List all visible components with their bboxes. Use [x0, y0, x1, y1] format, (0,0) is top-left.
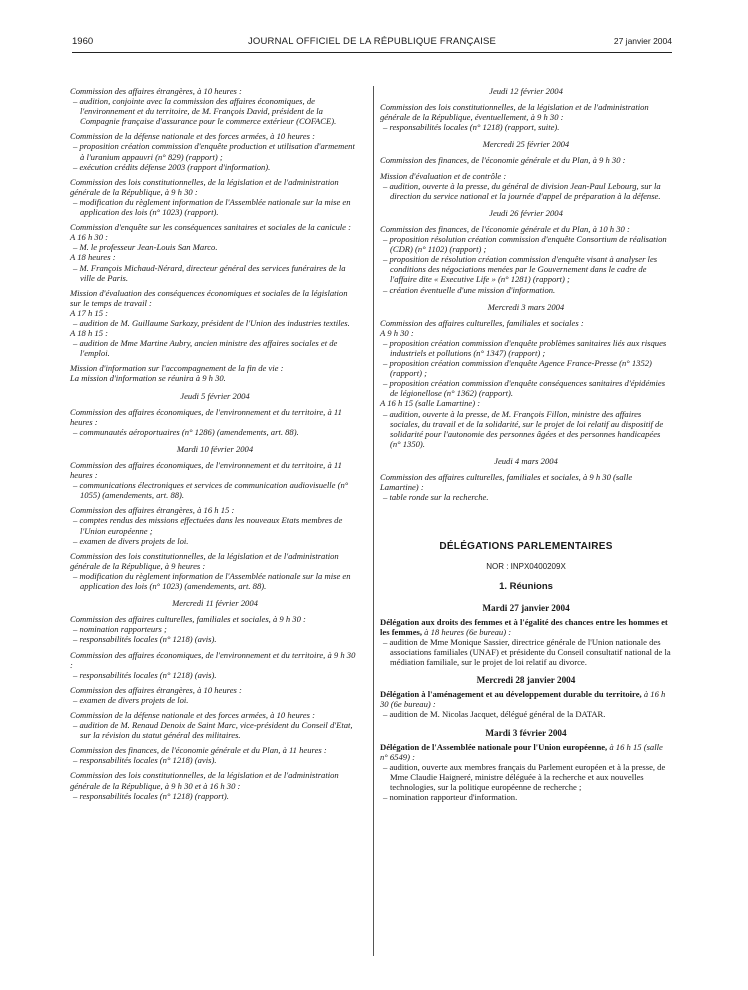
entry-item: – exécution crédits défense 2003 (rapport d'information).	[73, 161, 271, 172]
entry-item: – responsabilités locales (n° 1218) (rapport).	[73, 790, 229, 801]
agenda-entry	[70, 86, 360, 126]
agenda-entry	[70, 614, 360, 644]
entry-item: – création éventuelle d'une mission d'information.	[383, 284, 556, 295]
agenda-entry	[70, 685, 360, 705]
entry-item: – nomination rapporteurs ;	[73, 624, 167, 635]
date-heading: Jeudi 5 février 2004	[180, 390, 250, 401]
entry-heading: Commission des affaires économiques, de l'environnement et du territoire, à 9 h 30 :	[70, 649, 356, 670]
entry-heading: Commission des affaires culturelles, familiales et sociales, à 9 h 30 :	[70, 614, 306, 625]
date-heading: Mercredi 25 février 2004	[482, 139, 570, 150]
agenda-entry	[70, 710, 360, 740]
left-column	[70, 86, 360, 806]
issue-date: 27 janvier 2004	[613, 36, 672, 46]
entry-time: A 18 h 15 :	[70, 328, 109, 339]
entry-item: – audition, conjointe avec la commission des affaires économiques, de l'environnement et du territoire, de M. François David, président de la Compagnie française d'assurance pour le commerce extérieur (COFACE).	[73, 96, 337, 127]
entry-item: – audition de Mme Martine Aubry, ancien ministre des affaires sociales et de l'emploi.	[73, 338, 338, 359]
entry-heading: Mission d'évaluation et de contrôle :	[380, 170, 507, 181]
entry-heading: Commission des lois constitutionnelles, de la législation et de l'administration générale de la République, à 9 heures :	[70, 550, 339, 571]
entry-item: – responsabilités locales (n° 1218) (avis).	[73, 634, 217, 645]
entry-item: – audition de Mme Monique Sassier, directrice générale de l'Union nationale des associations familiales (UNAF) et présidente du Conseil consultatif national de la médiation familiale, sur le projet de loi relatif au divorce.	[383, 636, 671, 668]
entry-item: – audition de M. Renaud Denoix de Saint Marc, vice-président du Conseil d'Etat, sur la révision du statut général des militaires.	[73, 720, 353, 741]
entry-time: A 18 heures :	[70, 252, 116, 263]
agenda-entry	[70, 745, 360, 765]
entry-item: – table ronde sur la recherche.	[383, 492, 489, 503]
agenda-entry	[380, 171, 672, 201]
date-heading: Mercredi 11 février 2004	[172, 598, 258, 609]
date-heading: Jeudi 4 mars 2004	[494, 455, 558, 466]
agenda-entry	[70, 222, 360, 283]
agenda-entry	[380, 318, 672, 449]
entry-item: – nomination rapporteur d'information.	[383, 792, 518, 803]
page-header	[72, 36, 672, 50]
meeting-date: Mardi 27 janvier 2004	[482, 602, 570, 613]
entry-item: La mission d'information se réunira à 9 h 30.	[70, 373, 226, 384]
entry-heading: Commission des lois constitutionnelles, de la législation et de l'administration générale de la République, à 9 h 30 :	[70, 176, 339, 197]
entry-item: – communautés aéroportuaires (n° 1286) (amendements, art. 88).	[73, 426, 299, 437]
delegation-entry	[380, 617, 672, 667]
agenda-entry	[380, 224, 672, 295]
agenda-entry	[70, 505, 360, 545]
entry-heading: Commission des affaires étrangères, à 16 h 15 :	[70, 505, 235, 516]
nor-reference: NOR : INPX0400209X	[486, 562, 566, 572]
entry-heading: Commission des affaires étrangères, à 10 heures :	[70, 86, 242, 96]
entry-heading: Commission des affaires culturelles, familiales et sociales, à 9 h 30 (salle Lamartine) :	[380, 472, 633, 493]
entry-item: – responsabilités locales (n° 1218) (avis).	[73, 755, 217, 766]
delegation-entry	[380, 742, 672, 803]
entry-item: – communications électroniques et services de communication audiovisuelle (n° 1055) (amendements, art. 88).	[73, 480, 349, 501]
agenda-entry	[70, 407, 360, 437]
entry-item: – modification du règlement information de l'Assemblée nationale sur la mise en application des lois (n° 1023) (rapport).	[73, 196, 351, 218]
entry-item: – M. François Michaud-Nérard, directeur général des services funéraires de la ville de Paris.	[73, 262, 346, 283]
meeting-date: Mardi 3 février 2004	[485, 727, 567, 738]
entry-item: – proposition résolution création commission d'enquête Consortium de réalisation (CDR) (n° 1102) (rapport) ;	[383, 234, 667, 255]
date-heading: Jeudi 12 février 2004	[489, 86, 563, 96]
entry-time: A 16 h 30 :	[70, 232, 109, 243]
date-heading: Mardi 10 février 2004	[176, 443, 254, 454]
entry-heading: Commission des affaires étrangères, à 10 heures :	[70, 684, 242, 695]
delegation-name: Délégation de l'Assemblée nationale pour l'Union européenne,	[380, 741, 608, 752]
entry-item: – M. le professeur Jean-Louis San Marco.	[73, 242, 218, 253]
entry-item: – audition de M. Nicolas Jacquet, délégué général de la DATAR.	[383, 709, 606, 720]
entry-item: – examen de divers projets de loi.	[73, 535, 189, 546]
meeting-time: à 18 heures (6e bureau) :	[424, 626, 512, 637]
delegation-name: Délégation aux droits des femmes et à l'égalité des chances entre les hommes et les femmes,	[380, 616, 668, 637]
agenda-entry	[70, 131, 360, 171]
entry-item: – proposition de résolution création commission d'enquête visant à analyser les conditions des négociations menées par le Gouvernement dans le cadre de l'affaire dite « Executive Life » (n° 1281) (rapport) ;	[383, 254, 658, 285]
entry-item: – proposition création commission d'enquête problèmes sanitaires liés aux risques industriels et pollutions (n° 1347) (rapport) ;	[383, 337, 667, 358]
entry-heading: Commission des finances, de l'économie générale et du Plan, à 10 h 30 :	[380, 223, 630, 234]
entry-heading: Commission des affaires économiques, de l'environnement et du territoire, à 11 heures :	[70, 460, 342, 481]
delegation-name: Délégation à l'aménagement et au développement durable du territoire,	[380, 689, 642, 700]
entry-item: – audition, ouverte aux membres français du Parlement européen et à la presse, de Mme Claudie Haigneré, ministre déléguée à la recherche et aux nouvelles technologies, sur la politique européenne de recherche ;	[383, 761, 666, 792]
entry-time: A 16 h 15 (salle Lamartine) :	[380, 398, 481, 409]
entry-item: – audition, ouverte à la presse, du général de division Jean-Paul Lebourg, sur la direction du service national et la journée d'appel de préparation à la défense.	[383, 180, 661, 201]
agenda-entry	[70, 770, 360, 800]
entry-item: – responsabilités locales (n° 1218) (rapport, suite).	[383, 122, 560, 133]
entry-item: – examen de divers projets de loi.	[73, 694, 189, 705]
subsection-title: 1. Réunions	[499, 581, 553, 593]
entry-heading: Mission d'information sur l'accompagnement de la fin de vie :	[70, 363, 284, 374]
entry-item: – proposition création commission d'enquête conséquences sanitaires d'épidémies de légionellose (n° 1362) (rapport).	[383, 378, 666, 399]
agenda-entry	[70, 460, 360, 500]
entry-item: – audition de M. Guillaume Sarkozy, président de l'Union des industries textiles.	[73, 317, 350, 328]
date-heading: Mercredi 3 mars 2004	[487, 301, 565, 312]
right-column	[380, 86, 672, 806]
agenda-entry	[70, 650, 360, 680]
agenda-entry	[70, 363, 360, 383]
delegation-entry	[380, 689, 672, 719]
entry-item: – proposition création commission d'enquête Agence France-Presse (n° 1352) (rapport) ;	[383, 358, 652, 379]
entry-heading: Commission des affaires culturelles, familiales et sociales :	[380, 317, 584, 328]
entry-heading: Commission d'enquête sur les conséquences sanitaires et sociales de la canicule :	[70, 222, 352, 233]
column-separator	[373, 86, 374, 956]
entry-heading: Commission des lois constitutionnelles, de la législation et de l'administration générale de la République, à 9 h 30 et à 16 h 30 :	[70, 770, 339, 791]
entry-heading: Commission des lois constitutionnelles, de la législation et de l'administration générale de la République, éventuellement, à 9 h 30 :	[380, 102, 649, 123]
meeting-time: à 16 h 30 (6e bureau) :	[380, 689, 666, 710]
entry-item: – responsabilités locales (n° 1218) (avis).	[73, 669, 217, 680]
header-rule	[72, 52, 672, 53]
agenda-entry	[70, 177, 360, 217]
entry-heading: Commission de la défense nationale et des forces armées, à 10 heures :	[70, 131, 315, 142]
entry-item: – audition, ouverte à la presse, de M. François Fillon, ministre des affaires sociales, du travail et de la solidarité, sur le projet de loi relatif au dispositif de solidarité pour l'autonomie des personnes âgées et des personnes handicapées (n° 1350).	[383, 408, 664, 449]
entry-item: – comptes rendus des missions effectuées dans les nouveaux Etats membres de l'Union européenne ;	[73, 515, 343, 536]
entry-time: A 9 h 30 :	[380, 327, 414, 338]
entry-item: – modification du règlement information de l'Assemblée nationale sur la mise en application des lois (n° 1023) (amendements, art. 88).	[73, 570, 351, 592]
entry-heading: Commission des affaires économiques, de l'environnement et du territoire, à 11 heures :	[70, 406, 342, 427]
meeting-date: Mercredi 28 janvier 2004	[476, 675, 576, 686]
agenda-entry	[380, 102, 672, 132]
entry-heading: Mission d'évaluation des conséquences économiques et sociales de la législation sur le temps de travail :	[70, 287, 348, 308]
entry-item: – proposition création commission d'enquête production et utilisation d'armement à l'uranium appauvri (n° 829) (rapport) ;	[73, 141, 355, 162]
entry-heading: Commission de la défense nationale et des forces armées, à 10 heures :	[70, 709, 315, 720]
agenda-entry	[380, 155, 672, 165]
entry-heading: Commission des finances, de l'économie générale et du Plan, à 9 h 30 :	[380, 155, 626, 166]
agenda-entry	[70, 551, 360, 591]
agenda-entry	[70, 288, 360, 359]
agenda-entry	[380, 472, 672, 502]
entry-time: A 17 h 15 :	[70, 307, 109, 318]
journal-title: JOURNAL OFFICIEL DE LA RÉPUBLIQUE FRANÇAISE	[247, 36, 497, 47]
page-number: 1960	[72, 36, 94, 47]
meeting-time: à 16 h 15 (salle n° 6549) :	[380, 741, 663, 762]
date-heading: Jeudi 26 février 2004	[489, 207, 563, 218]
section-title: DÉLÉGATIONS PARLEMENTAIRES	[439, 541, 613, 553]
entry-heading: Commission des finances, de l'économie générale et du Plan, à 11 heures :	[70, 745, 327, 756]
